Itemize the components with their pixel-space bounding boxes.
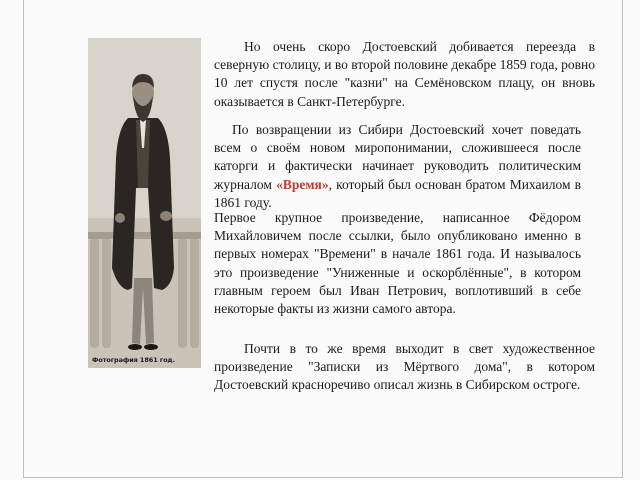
paragraph-humiliated-insulted: Первое крупное произведение, написанное Фёдором Михайловичем после ссылки, было опубликовано именно в первых номерах "Времени" в начале 1861 года. И называлось это произведение "Униженные и оскорблённые", в котором главным героем был Иван Петрович, воплотивший в себе некоторые факты из жизни самого автора.: [214, 210, 581, 317]
photo-caption: Фотография 1861 год.: [92, 356, 175, 364]
paragraph-move-to-petersburg: Но очень скоро Достоевский добивается переезда в северную столицу, и во второй половине декабре 1859 года, ровно 10 лет спустя после "казни" на Семёновском плацу, он вновь оказывается в Санкт-Петербурге.: [214, 39, 595, 109]
paragraph-text: По возвращении из Сибири Достоевский хочет поведать всем о своём новом миропонимании, сложившееся после каторги и фактически начинает руководить политическим журналом: [214, 122, 581, 192]
journal-title-highlight: «Время»: [276, 176, 329, 192]
paragraph-notes-dead-house: Почти в то же время выходит в свет художественное произведение "Записки из Мёртвого дома", в котором Достоевский красноречиво описал жизнь в Сибирском остроге.: [214, 341, 595, 393]
dostoevsky-photo: [88, 38, 201, 368]
paragraph-vremya-journal: [214, 121, 581, 212]
paragraph-text: , который был основан братом Михаилом в 1861 году.: [214, 176, 581, 210]
portrait-illustration: [88, 38, 201, 368]
